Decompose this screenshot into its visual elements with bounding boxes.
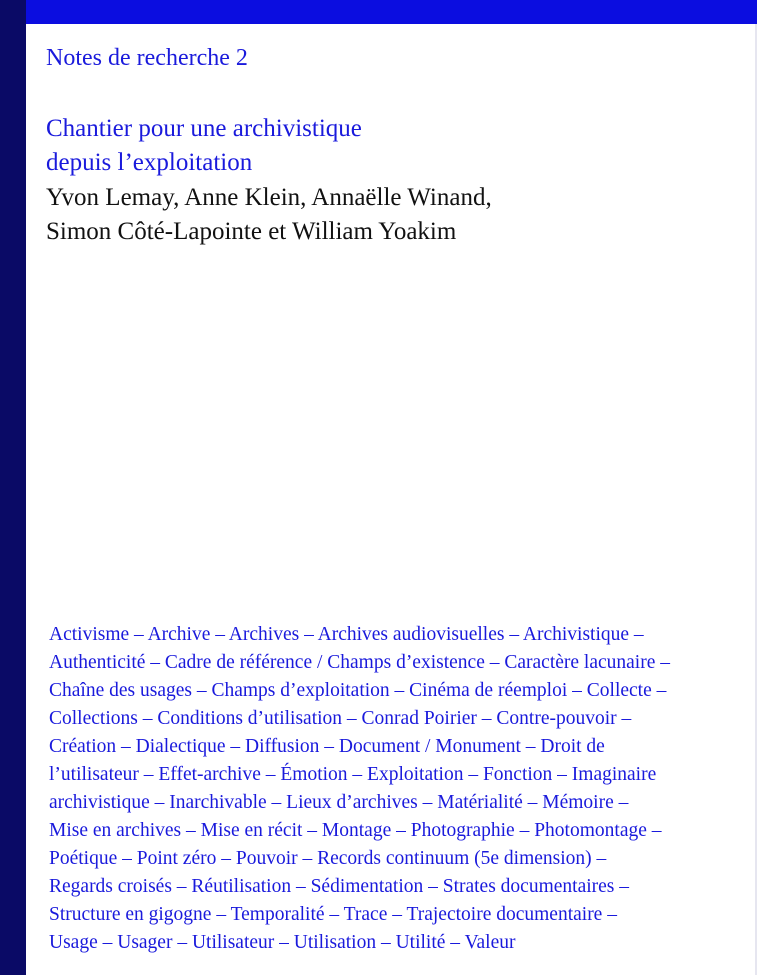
keyword-line: l’utilisateur – Effet-archive – Émotion – Exploitation – Fonction – Imaginaire	[49, 764, 657, 785]
top-accent-bar	[26, 0, 757, 24]
authors-line-2: Simon Côté-Lapointe et William Yoakim	[46, 218, 457, 245]
title-line-1: Chantier pour une archivistique	[46, 115, 362, 142]
keyword-line: Chaîne des usages – Champs d’exploitation – Cinéma de réemploi – Collecte –	[49, 680, 667, 701]
left-sidebar-bar	[0, 0, 26, 975]
keyword-line: Création – Dialectique – Diffusion – Document / Monument – Droit de	[49, 736, 605, 757]
document-title	[46, 112, 362, 180]
authors-line-1: Yvon Lemay, Anne Klein, Annaëlle Winand,	[46, 184, 492, 211]
series-label: Notes de recherche 2	[46, 45, 248, 71]
keyword-line: Poétique – Point zéro – Pouvoir – Records continuum (5e dimension) –	[49, 848, 607, 869]
keyword-line: Regards croisés – Réutilisation – Sédimentation – Strates documentaires –	[49, 876, 630, 897]
keyword-line: Structure en gigogne – Temporalité – Trace – Trajectoire documentaire –	[49, 904, 617, 925]
authors	[46, 181, 492, 249]
keyword-list	[49, 621, 739, 957]
keyword-line: Usage – Usager – Utilisateur – Utilisation – Utilité – Valeur	[49, 932, 516, 953]
keyword-line: archivistique – Inarchivable – Lieux d’archives – Matérialité – Mémoire –	[49, 792, 629, 813]
keyword-line: Mise en archives – Mise en récit – Montage – Photographie – Photomontage –	[49, 820, 662, 841]
title-line-2: depuis l’exploitation	[46, 149, 253, 176]
keyword-line: Authenticité – Cadre de référence / Champs d’existence – Caractère lacunaire –	[49, 652, 670, 673]
keyword-line: Activisme – Archive – Archives – Archives audiovisuelles – Archivistique –	[49, 624, 644, 645]
keyword-line: Collections – Conditions d’utilisation – Conrad Poirier – Contre-pouvoir –	[49, 708, 632, 729]
